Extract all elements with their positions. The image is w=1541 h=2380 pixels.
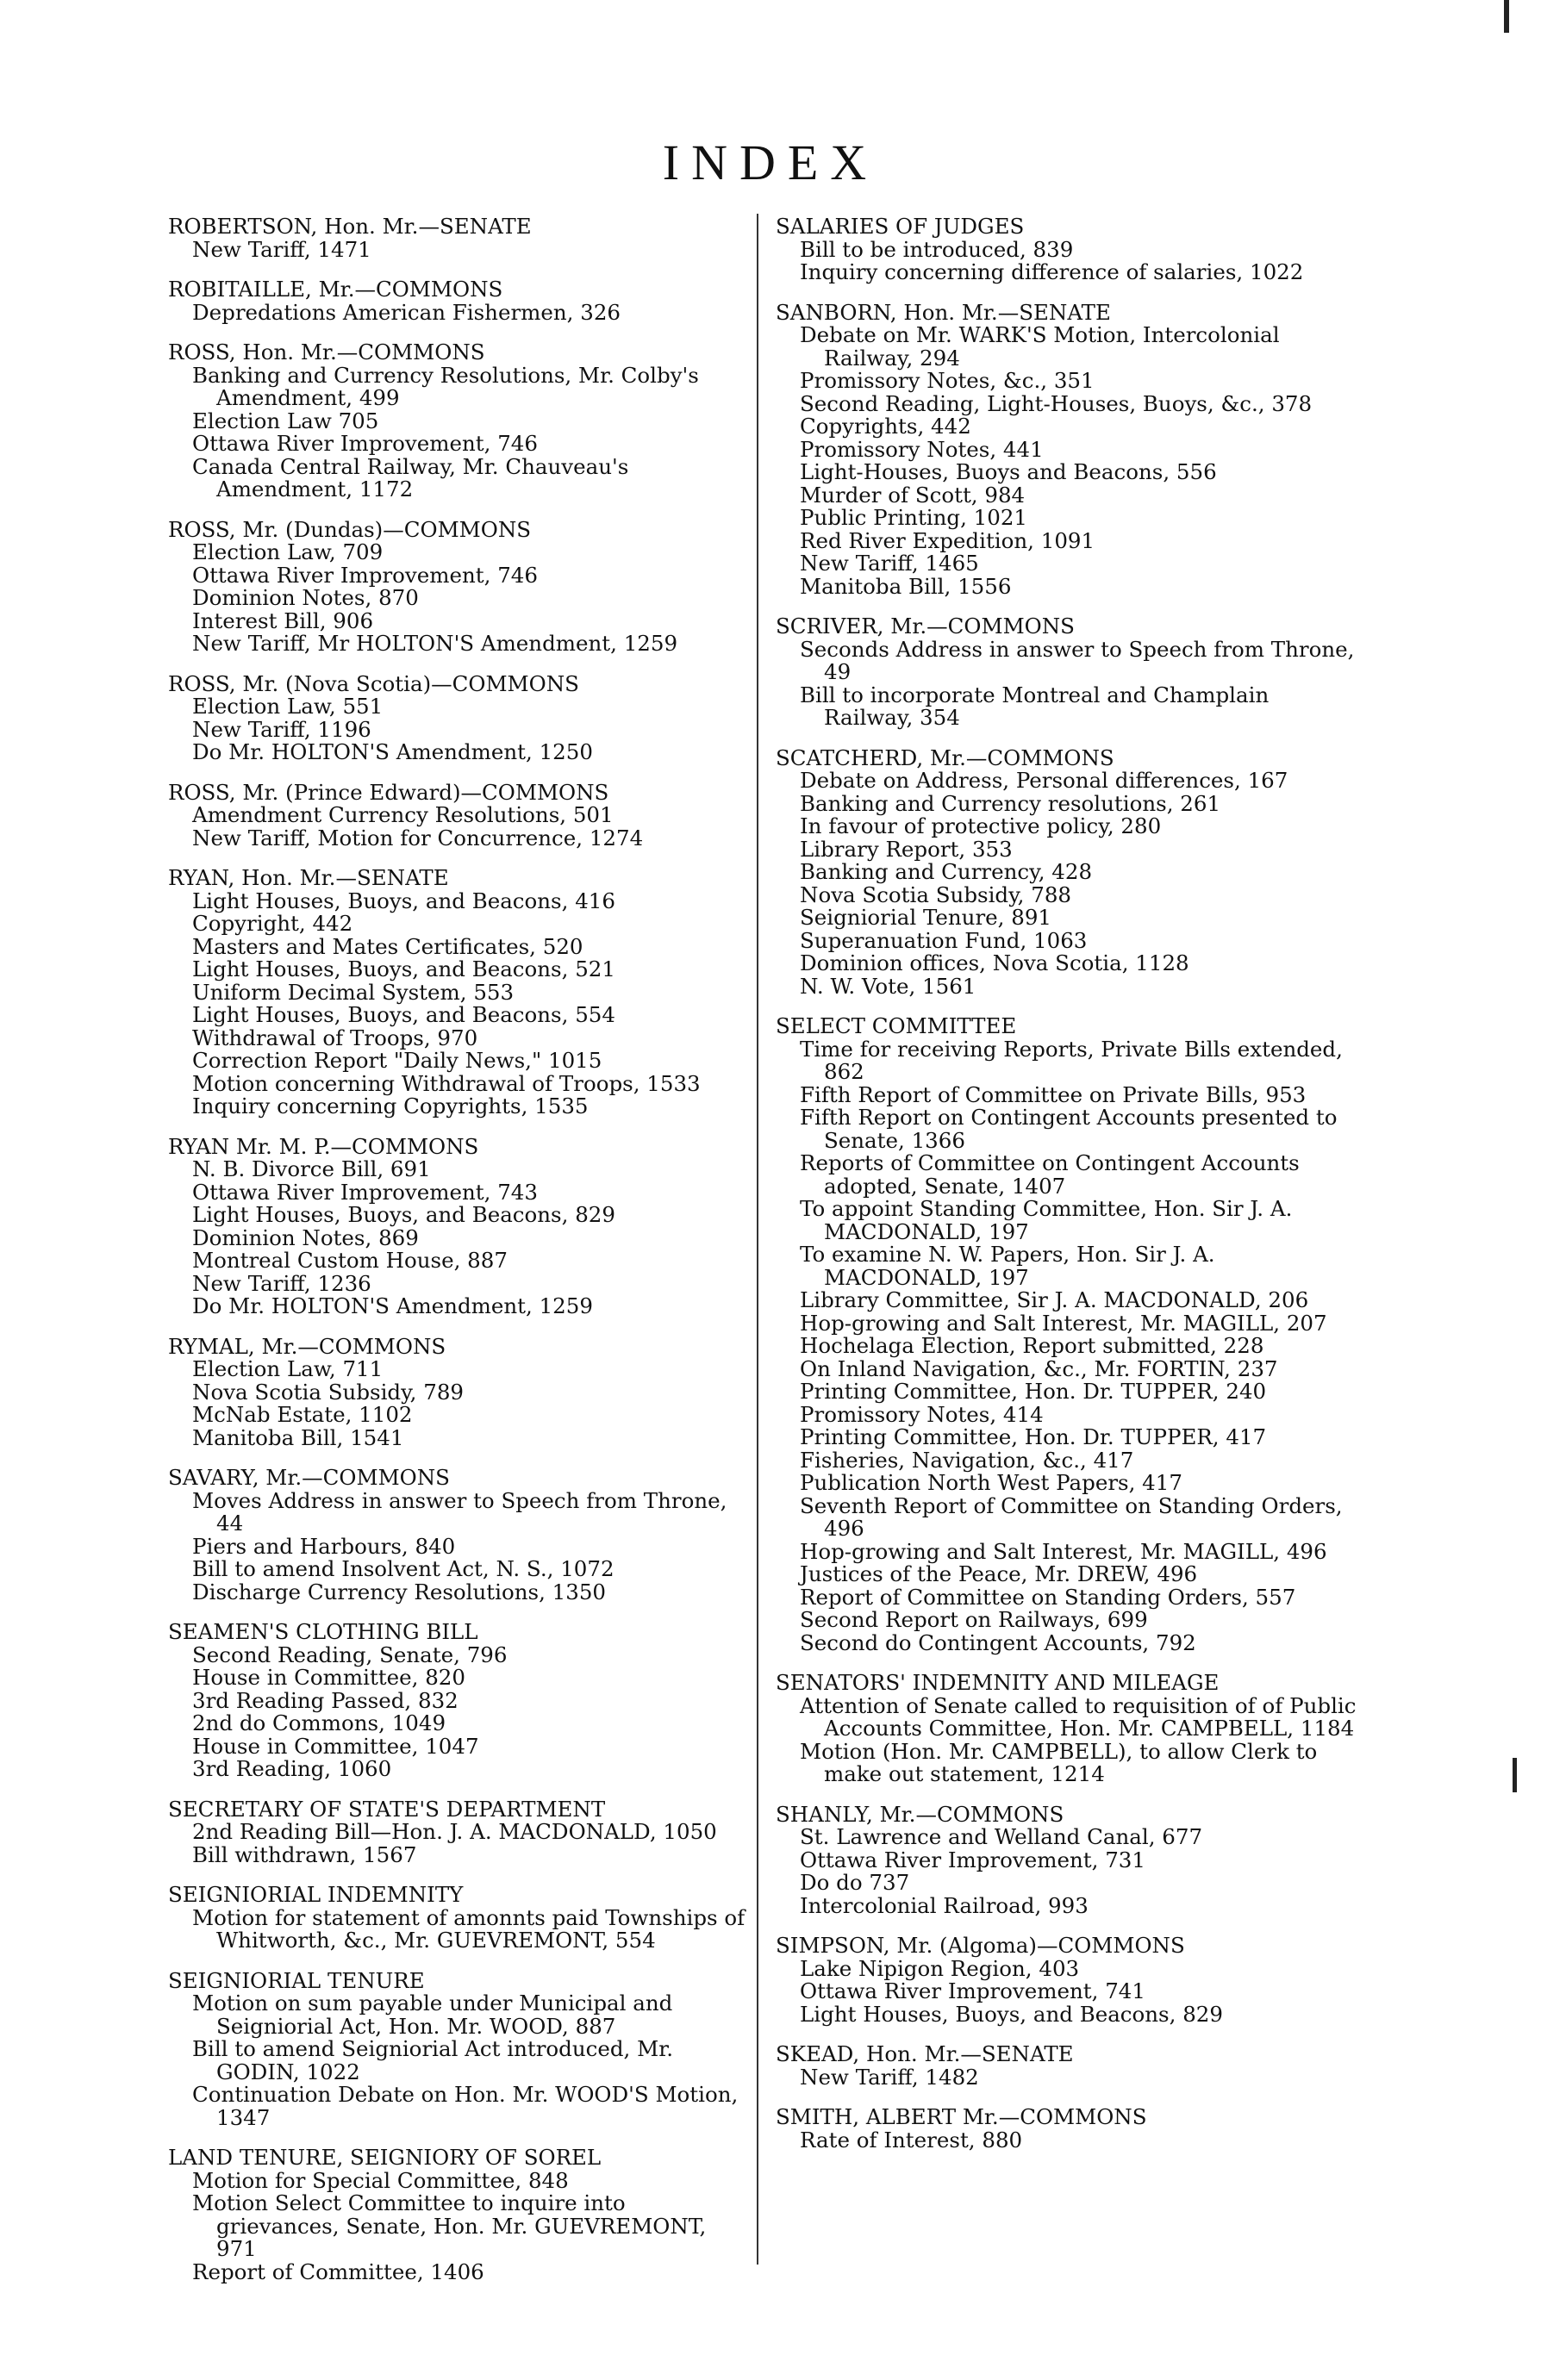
entry-item: Nova Scotia Subsidy, 788	[800, 882, 1072, 907]
entry-item: Dominion Notes, 870	[192, 585, 419, 610]
entry-item: Bill to amend Seigniorial Act introduced, Mr. GODIN, 1022	[192, 2036, 674, 2084]
entry-heading: ROSS, Mr. (Dundas)—COMMONS	[168, 516, 532, 542]
entry-item: Discharge Currency Resolutions, 1350	[192, 1579, 607, 1604]
index-entry	[776, 2043, 1360, 2089]
entry-item: Election Law, 709	[192, 539, 384, 564]
entry-heading: SCRIVER, Mr.—COMMONS	[776, 614, 1075, 639]
scan-mark	[1513, 1758, 1517, 1792]
entry-item: Masters and Mates Certificates, 520	[192, 933, 583, 959]
index-column-right	[776, 215, 1360, 2169]
entry-item: 3rd Reading Passed, 832	[192, 1687, 459, 1713]
entry-item: Banking and Currency Resolutions, Mr. Colby's Amendment, 499	[192, 362, 699, 410]
entry-item: Light-Houses, Buoys and Beacons, 556	[800, 459, 1217, 484]
entry-item: Promissory Notes, 441	[800, 436, 1044, 462]
entry-item: Copyrights, 442	[800, 414, 971, 439]
entry-item: Promissory Notes, 414	[800, 1401, 1044, 1427]
entry-item: On Inland Navigation, &c., Mr. FORTIN, 237	[800, 1355, 1278, 1381]
entry-item: Manitoba Bill, 1556	[800, 573, 1012, 599]
page-title: INDEX	[662, 134, 879, 190]
entry-heading: RYMAL, Mr.—COMMONS	[168, 1333, 446, 1359]
entry-item: Second Report on Railways, 699	[800, 1607, 1148, 1632]
index-entry	[168, 867, 747, 1118]
entry-item: Debate on Mr. WARK'S Motion, Intercolonial Railway, 294	[800, 322, 1280, 371]
entry-item: Ottawa River Improvement, 741	[800, 1978, 1145, 2003]
entry-item: Depredations American Fishermen, 326	[192, 299, 621, 325]
entry-item: Correction Report "Daily News," 1015	[192, 1048, 602, 1073]
entry-item: Rate of Interest, 880	[800, 2127, 1023, 2153]
index-entry	[168, 341, 747, 502]
entry-item: Copyright, 442	[192, 911, 353, 936]
entry-heading: SAVARY, Mr.—COMMONS	[168, 1465, 450, 1490]
entry-item: Withdrawal of Troops, 970	[192, 1025, 478, 1050]
entry-heading: ROSS, Hon. Mr.—COMMONS	[168, 340, 485, 364]
entry-item: Printing Committee, Hon. Dr. TUPPER, 417	[800, 1424, 1267, 1449]
entry-item: New Tariff, 1471	[192, 236, 371, 262]
entry-item: Bill withdrawn, 1567	[192, 1841, 417, 1867]
index-entry	[168, 1621, 747, 1781]
entry-heading: ROBERTSON, Hon. Mr.—SENATE	[168, 214, 532, 239]
entry-item: New Tariff, Motion for Concurrence, 1274	[192, 825, 644, 850]
entry-item: Motion for statement of amonnts paid Townships of Whitworth, &c., Mr. GUEVREMONT, 554	[192, 1904, 746, 1953]
entry-heading: SECRETARY OF STATE'S DEPARTMENT	[168, 1796, 606, 1822]
entry-item: Motion (Hon. Mr. CAMPBELL), to allow Clerk to make out statement, 1214	[800, 1738, 1318, 1786]
entry-heading: ROSS, Mr. (Prince Edward)—COMMONS	[168, 779, 609, 805]
index-entry	[776, 1801, 1360, 1918]
index-entry	[776, 747, 1360, 999]
index-entry	[168, 670, 747, 764]
entry-item: Seigniorial Tenure, 891	[800, 905, 1051, 930]
entry-heading: SANBORN, Hon. Mr.—SENATE	[776, 299, 1111, 325]
entry-item: Library Report, 353	[800, 836, 1013, 862]
entry-item: Lake Nipigon Region, 403	[800, 1955, 1080, 1981]
entry-item: Montreal Custom House, 887	[192, 1248, 508, 1273]
entry-item: New Tariff, 1465	[800, 551, 979, 576]
entry-heading: SMITH, ALBERT Mr.—COMMONS	[776, 2104, 1147, 2129]
entry-item: Second Reading, Light-Houses, Buoys, &c., 378	[800, 390, 1313, 416]
entry-item: Ottawa River Improvement, 746	[192, 431, 538, 456]
entry-heading: SHANLY, Mr.—COMMONS	[776, 1801, 1064, 1827]
entry-item: Murder of Scott, 984	[800, 482, 1026, 508]
entry-item: Dominion Notes, 869	[192, 1224, 419, 1250]
entry-heading: RYAN Mr. M. P.—COMMONS	[168, 1133, 479, 1159]
entry-item: Continuation Debate on Hon. Mr. WOOD'S Motion, 1347	[192, 2082, 739, 2130]
entry-item: Red River Expedition, 1091	[800, 527, 1095, 553]
scan-mark	[1504, 0, 1509, 33]
entry-item: Publication North West Papers, 417	[800, 1470, 1182, 1495]
entry-item: New Tariff, 1482	[800, 2064, 979, 2090]
entry-item: Light Houses, Buoys, and Beacons, 554	[192, 1002, 615, 1027]
entry-item: Superanuation Fund, 1063	[800, 927, 1088, 953]
entry-item: Inquiry concerning difference of salaries, 1022	[800, 259, 1304, 284]
index-entry	[168, 215, 747, 261]
entry-item: Attention of Senate called to requisition of of Public Accounts Committee, Hon. Mr. CAMPBELL, 1184	[800, 1692, 1357, 1741]
entry-item: Election Law, 551	[192, 694, 384, 719]
entry-heading: RYAN, Hon. Mr.—SENATE	[168, 865, 449, 890]
entry-item: Hop-growing and Salt Interest, Mr. MAGILL, 496	[800, 1538, 1327, 1564]
entry-item: Motion on sum payable under Municipal and Seigniorial Act, Hon. Mr. WOOD, 887	[192, 1991, 673, 2039]
entry-item: Fifth Report on Contingent Accounts presented to Senate, 1366	[800, 1105, 1338, 1153]
entry-item: Seventh Report of Committee on Standing Orders, 496	[800, 1492, 1343, 1541]
column-divider	[757, 214, 758, 2265]
entry-item: Nova Scotia Subsidy, 789	[192, 1379, 465, 1405]
entry-item: Light Houses, Buoys, and Beacons, 416	[192, 888, 615, 913]
entry-item: Motion for Special Committee, 848	[192, 2167, 569, 2193]
entry-item: Dominion offices, Nova Scotia, 1128	[800, 950, 1189, 975]
entry-item: Report of Committee on Standing Orders, 557	[800, 1584, 1296, 1610]
entry-item: New Tariff, Mr HOLTON'S Amendment, 1259	[192, 631, 678, 656]
entry-item: McNab Estate, 1102	[192, 1402, 413, 1427]
index-column-left	[168, 215, 747, 2301]
entry-item: To examine N. W. Papers, Hon. Sir J. A. MACDONALD, 197	[800, 1242, 1215, 1290]
entry-item: Canada Central Railway, Mr. Chauveau's Amendment, 1172	[192, 453, 629, 502]
entry-item: Fisheries, Navigation, &c., 417	[800, 1447, 1134, 1473]
entry-heading: SCATCHERD, Mr.—COMMONS	[776, 745, 1114, 770]
index-entry	[168, 779, 747, 850]
entry-item: New Tariff, 1196	[192, 716, 371, 742]
entry-item: Motion concerning Withdrawal of Troops, 1533	[192, 1070, 701, 1096]
entry-item: St. Lawrence and Welland Canal, 677	[800, 1824, 1203, 1849]
entry-item: Moves Address in answer to Speech from Throne, 44	[192, 1487, 727, 1536]
entry-item: Uniform Decimal System, 553	[192, 979, 515, 1005]
entry-item: Ottawa River Improvement, 731	[800, 1847, 1145, 1872]
index-entry	[168, 1467, 747, 1604]
entry-item: Seconds Address in answer to Speech from Throne, 49	[800, 636, 1355, 684]
index-entry	[168, 1798, 747, 1867]
entry-item: Piers and Harbours, 840	[192, 1533, 456, 1559]
entry-item: 2nd do Commons, 1049	[192, 1710, 446, 1735]
entry-heading: SEIGNIORIAL TENURE	[168, 1967, 425, 1993]
entry-item: 2nd Reading Bill—Hon. J. A. MACDONALD, 1050	[192, 1819, 717, 1844]
index-entry	[168, 278, 747, 324]
entry-item: To appoint Standing Committee, Hon. Sir J. A. MACDONALD, 197	[800, 1196, 1293, 1244]
index-entry	[776, 299, 1360, 599]
entry-item: Reports of Committee on Contingent Accounts adopted, Senate, 1407	[800, 1150, 1300, 1199]
entry-item: Second Reading, Senate, 796	[192, 1642, 508, 1667]
entry-item: House in Committee, 820	[192, 1665, 465, 1690]
entry-item: Light Houses, Buoys, and Beacons, 829	[192, 1202, 615, 1227]
entry-heading: LAND TENURE, SEIGNIORY OF SOREL	[168, 2145, 602, 2170]
entry-item: Printing Committee, Hon. Dr. TUPPER, 240	[800, 1379, 1267, 1404]
entry-heading: SKEAD, Hon. Mr.—SENATE	[776, 2041, 1074, 2066]
entry-item: Bill to be introduced, 839	[800, 236, 1074, 262]
entry-heading: ROSS, Mr. (Nova Scotia)—COMMONS	[168, 670, 579, 696]
index-entry	[168, 1884, 747, 1953]
index-entry	[168, 1967, 747, 2130]
entry-item: Banking and Currency resolutions, 261	[800, 790, 1221, 816]
entry-item: Hop-growing and Salt Interest, Mr. MAGILL, 207	[800, 1310, 1327, 1336]
entry-item: Do Mr. HOLTON'S Amendment, 1259	[192, 1293, 593, 1318]
entry-item: Election Law 705	[192, 408, 379, 433]
entry-item: Manitoba Bill, 1541	[192, 1424, 404, 1450]
index-entry	[168, 516, 747, 656]
index-entry	[168, 2146, 747, 2283]
entry-heading: SEIGNIORIAL INDEMNITY	[168, 1882, 464, 1907]
entry-item: Do do 737	[800, 1870, 910, 1895]
entry-item: Amendment Currency Resolutions, 501	[192, 802, 614, 827]
entry-item: N. B. Divorce Bill, 691	[192, 1156, 431, 1181]
entry-item: Ottawa River Improvement, 746	[192, 562, 538, 588]
entry-item: Public Printing, 1021	[800, 505, 1028, 530]
entry-item: Light Houses, Buoys, and Beacons, 521	[192, 956, 615, 981]
entry-heading: SEAMEN'S CLOTHING BILL	[168, 1619, 478, 1644]
entry-item: In favour of protective policy, 280	[800, 813, 1162, 838]
entry-item: Promissory Notes, &c., 351	[800, 368, 1095, 393]
entry-heading: SELECT COMMITTEE	[776, 1013, 1017, 1038]
entry-item: Debate on Address, Personal differences, 167	[800, 768, 1288, 793]
entry-item: Time for receiving Reports, Private Bills extended, 862	[800, 1036, 1343, 1084]
entry-item: Election Law, 711	[192, 1356, 384, 1381]
entry-item: Second do Contingent Accounts, 792	[800, 1629, 1196, 1655]
entry-heading: ROBITAILLE, Mr.—COMMONS	[168, 277, 503, 302]
entry-item: Inquiry concerning Copyrights, 1535	[192, 1093, 589, 1118]
entry-item: Ottawa River Improvement, 743	[192, 1179, 538, 1205]
entry-item: Hochelaga Election, Report submitted, 228	[800, 1333, 1264, 1358]
entry-item: Justices of the Peace, Mr. DREW, 496	[800, 1561, 1198, 1586]
entry-item: Do Mr. HOLTON'S Amendment, 1250	[192, 739, 593, 764]
index-entry	[776, 1672, 1360, 1786]
entry-item: House in Committee, 1047	[192, 1733, 479, 1759]
index-entry	[776, 215, 1360, 284]
entry-heading: SALARIES OF JUDGES	[776, 214, 1025, 239]
entry-item: New Tariff, 1236	[192, 1270, 371, 1296]
entry-item: Interest Bill, 906	[192, 607, 374, 633]
entry-item: Bill to incorporate Montreal and Champlain Railway, 354	[800, 682, 1270, 730]
entry-item: Bill to amend Insolvent Act, N. S., 1072	[192, 1556, 615, 1581]
entry-item: 3rd Reading, 1060	[192, 1756, 392, 1781]
entry-heading: SIMPSON, Mr. (Algoma)—COMMONS	[776, 1933, 1185, 1958]
index-entry	[168, 1333, 747, 1450]
index-entry	[776, 1015, 1360, 1654]
entry-item: Library Committee, Sir J. A. MACDONALD, 206	[800, 1287, 1309, 1312]
index-entry	[168, 1133, 747, 1318]
entry-item: Intercolonial Railroad, 993	[800, 1892, 1089, 1918]
index-entry	[776, 1935, 1360, 2026]
index-entry	[776, 615, 1360, 730]
entry-item: Report of Committee, 1406	[192, 2259, 484, 2284]
index-entry	[776, 2106, 1360, 2152]
entry-item: Light Houses, Buoys, and Beacons, 829	[800, 2001, 1223, 2027]
entry-item: Banking and Currency, 428	[800, 859, 1093, 884]
entry-item: Fifth Report of Committee on Private Bills, 953	[800, 1081, 1307, 1107]
entry-item: N. W. Vote, 1561	[800, 973, 976, 999]
entry-heading: SENATORS' INDEMNITY AND MILEAGE	[776, 1670, 1220, 1695]
entry-item: Motion Select Committee to inquire into grievances, Senate, Hon. Mr. GUEVREMONT, 971	[192, 2190, 707, 2261]
